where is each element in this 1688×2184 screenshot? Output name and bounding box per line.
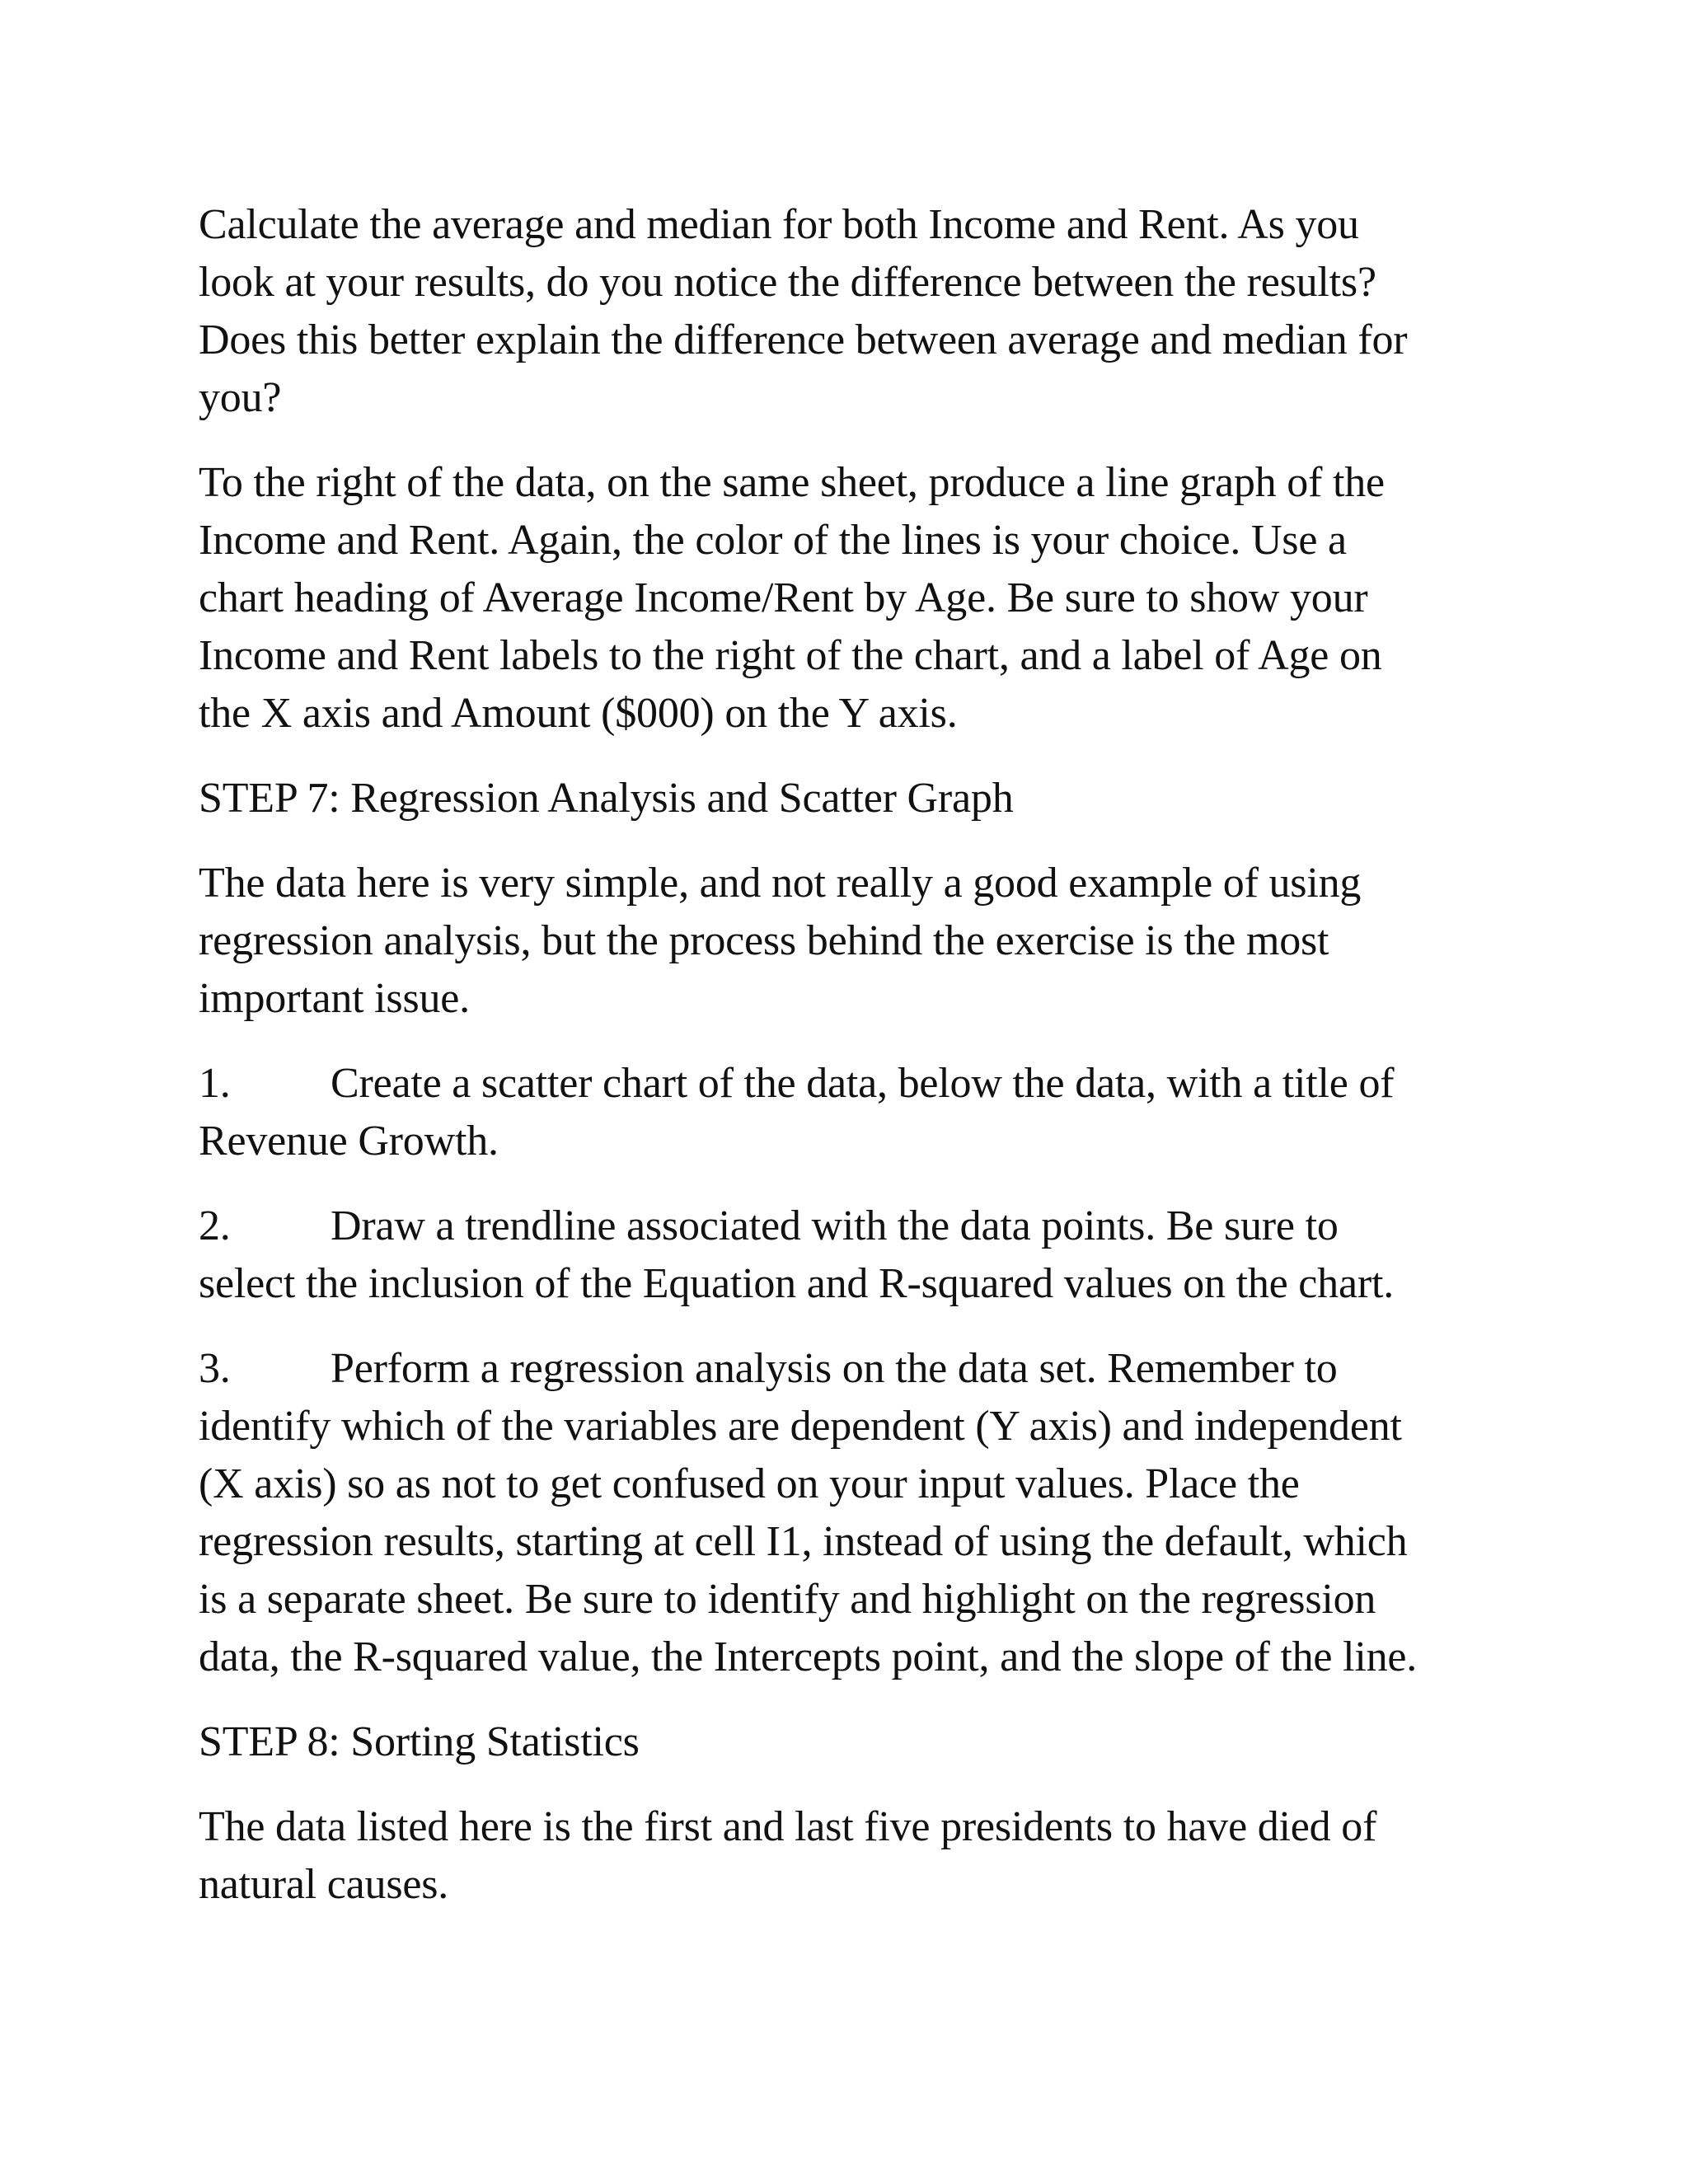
- text-line: you?: [199, 374, 282, 421]
- text-line: regression results, starting at cell I1, instead of using the default, which: [199, 1518, 1408, 1565]
- text-line: the X axis and Amount ($000) on the Y axis.: [199, 690, 958, 737]
- text-line: important issue.: [199, 975, 470, 1022]
- text-line: (X axis) so as not to get confused on your input values. Place the: [199, 1460, 1300, 1507]
- list-item-1: [199, 1055, 1484, 1170]
- text-line: identify which of the variables are dependent (Y axis) and independent: [199, 1403, 1402, 1450]
- text-line: Revenue Growth.: [199, 1118, 499, 1165]
- text-line: The data listed here is the first and last five presidents to have died of: [199, 1803, 1377, 1850]
- paragraph-regression-intro: [199, 855, 1484, 1028]
- text-line: regression analysis, but the process behind the exercise is the most: [199, 917, 1329, 964]
- heading-text: STEP 7: Regression Analysis and Scatter Graph: [199, 775, 1014, 822]
- paragraph-presidents: [199, 1798, 1484, 1914]
- document-body: [199, 196, 1484, 1941]
- text-line: select the inclusion of the Equation and R-squared values on the chart.: [199, 1260, 1395, 1307]
- text-line: The data here is very simple, and not really a good example of using: [199, 860, 1362, 907]
- list-number: 3.: [199, 1345, 231, 1392]
- list-item-3: [199, 1340, 1484, 1686]
- text-line: Does this better explain the difference between average and median for: [199, 316, 1408, 363]
- text-line: natural causes.: [199, 1861, 449, 1908]
- text-line: data, the R-squared value, the Intercepts point, and the slope of the line.: [199, 1633, 1418, 1680]
- step7-heading: [199, 770, 1484, 827]
- heading-text: STEP 8: Sorting Statistics: [199, 1718, 640, 1765]
- text-line: [199, 1055, 1484, 1113]
- text-line: Income and Rent. Again, the color of the lines is your choice. Use a: [199, 517, 1347, 564]
- list-number: 1.: [199, 1060, 231, 1107]
- paragraph-average-median: [199, 196, 1484, 427]
- text-line: chart heading of Average Income/Rent by Age. Be sure to show your: [199, 574, 1368, 621]
- list-number: 2.: [199, 1202, 231, 1249]
- text-line: To the right of the data, on the same sheet, produce a line graph of the: [199, 459, 1385, 506]
- step8-heading: [199, 1713, 1484, 1771]
- list-text: Draw a trendline associated with the data points. Be sure to: [331, 1202, 1339, 1249]
- list-item-2: [199, 1197, 1484, 1313]
- text-line: look at your results, do you notice the difference between the results?: [199, 259, 1376, 306]
- text-line: Income and Rent labels to the right of the chart, and a label of Age on: [199, 632, 1382, 679]
- text-line: [199, 1340, 1484, 1398]
- text-line: [199, 1197, 1484, 1255]
- list-text: Create a scatter chart of the data, below the data, with a title of: [331, 1060, 1395, 1107]
- paragraph-line-graph: [199, 454, 1484, 743]
- list-text: Perform a regression analysis on the data set. Remember to: [331, 1345, 1338, 1392]
- text-line: is a separate sheet. Be sure to identify and highlight on the regression: [199, 1576, 1376, 1623]
- text-line: Calculate the average and median for both Income and Rent. As you: [199, 201, 1359, 248]
